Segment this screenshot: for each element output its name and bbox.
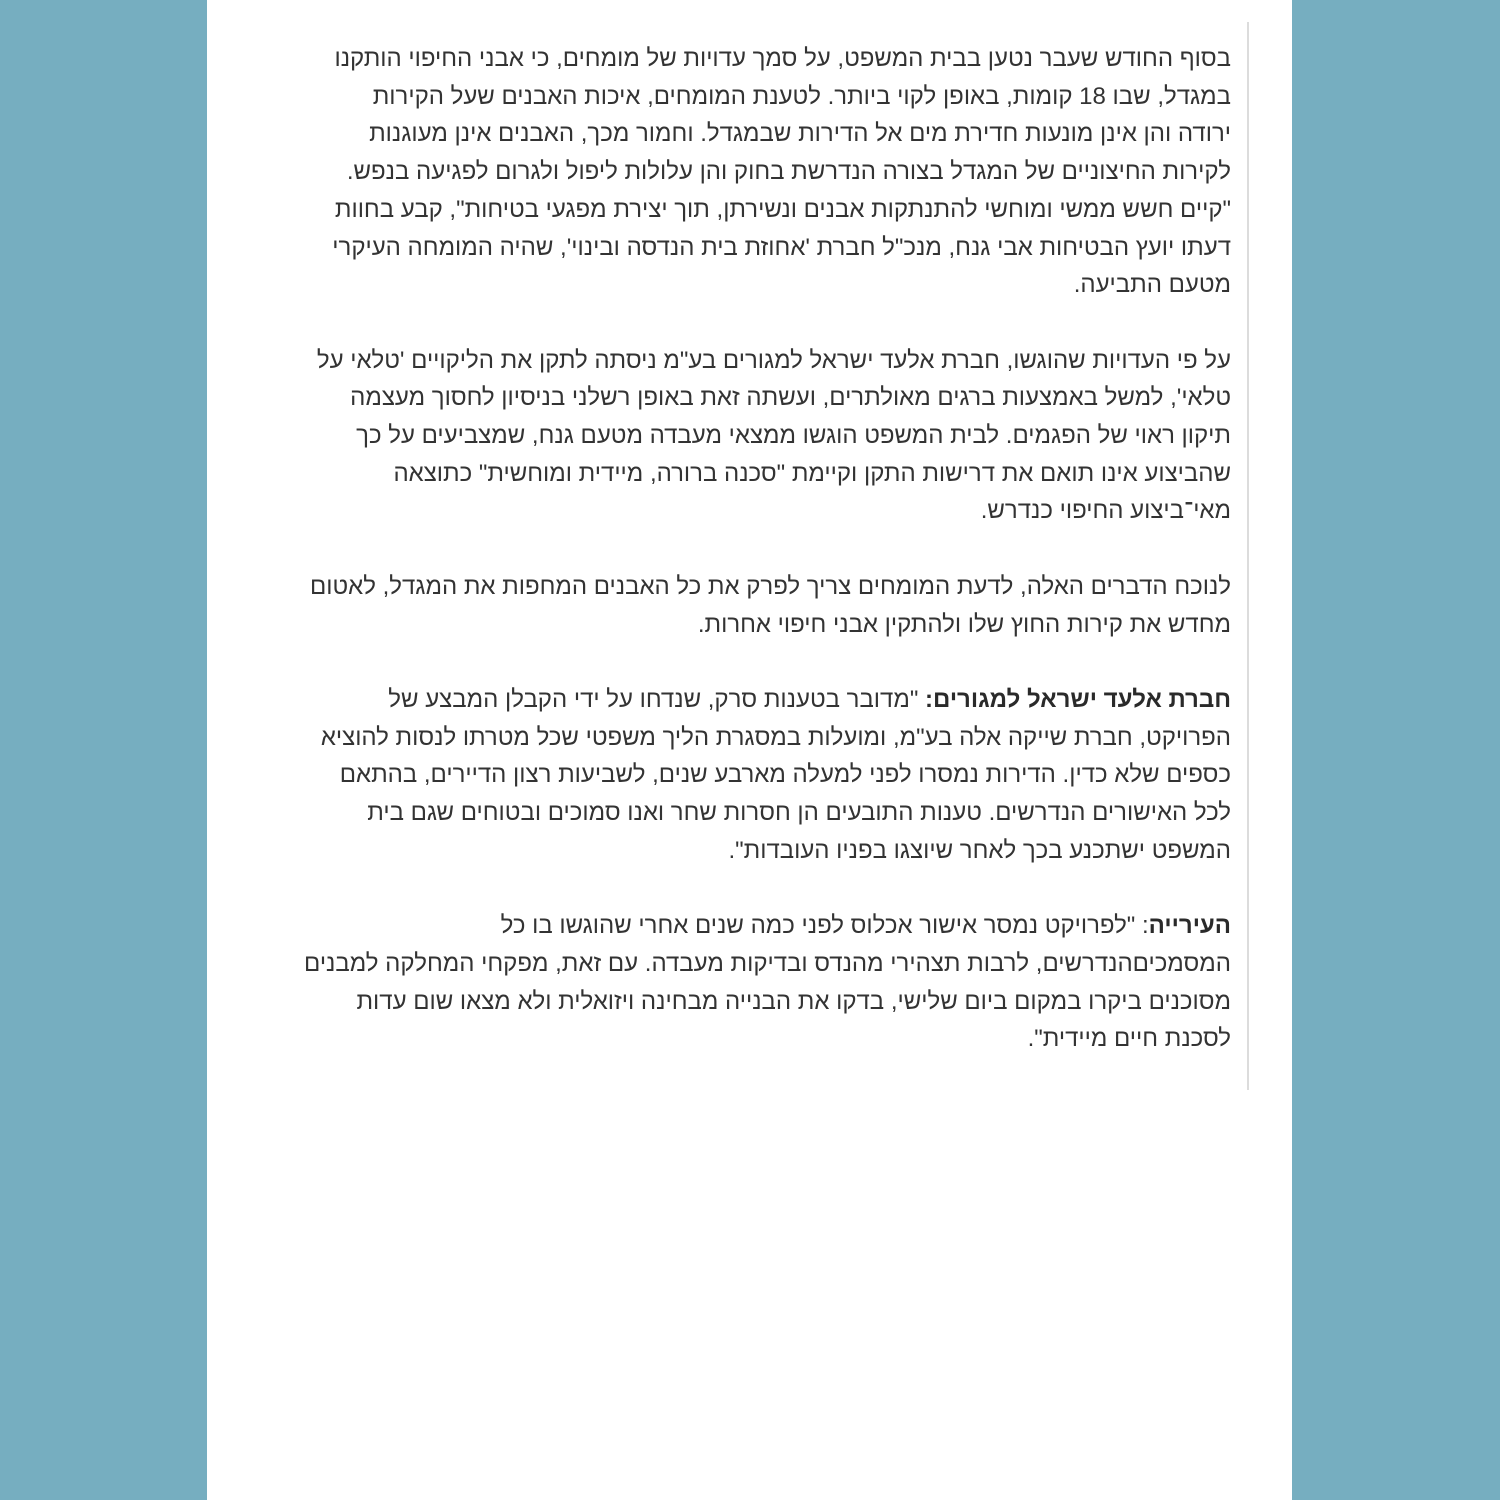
article-page bbox=[207, 0, 1292, 1500]
municipality-speaker-label: העירייה bbox=[1148, 912, 1231, 940]
company-response-text: "מדובר בטענות סרק, שנדחו על ידי הקבלן המבצע של הפרויקט, חברת שייקה אלה בע"מ, ומועלות במסגרת הליך משפטי שכל מטרתו לנסות להוציא כספים שלא כדין. הדירות נמסרו לפני למעלה מארבע שנים, לשביעות רצון הדיירים, בהתאם לכל האישורים הנדרשים. טענות התובעים הן חסרות שחר ואנו סמוכים ובטוחים שגם בית המשפט ישתכנע בכך לאחר שיוצגו בפניו העובדות". bbox=[320, 685, 1231, 864]
article-paragraph-court-claim: בסוף החודש שעבר נטען בבית המשפט, על סמך עדויות של מומחים, כי אבני החיפוי הותקנו במגדל, שבו 18 קומות, באופן לקוי ביותר. לטענת המומחים, איכות האבנים שעל הקירות ירודה והן אינן מונעות חדירת מים אל הדירות שבמגדל. וחמור מכך, האבנים אינן מעוגנות לקירות החיצוניים של המגדל בצורה הנדרשת בחוק והן עלולות ליפול ולגרום לפגיעה בנפש. "קיים חשש ממשי ומוחשי להתנתקות אבנים ונשירתן, תוך יצירת מפגעי בטיחות", קבע בחוות דעתו יועץ הבטיחות אבי גנח, מנכ"ל חברת 'אחוזת בית הנדסה ובינוי', שהיה המומחה העיקרי מטעם התביעה. bbox=[332, 45, 1231, 299]
company-speaker-label: חברת אלעד ישראל למגורים: bbox=[925, 685, 1231, 713]
article-paragraph-municipality-response bbox=[301, 907, 1231, 1058]
article-body bbox=[281, 40, 1231, 1096]
article-paragraph-testimonies: על פי העדויות שהוגשו, חברת אלעד ישראל למגורים בע"מ ניסתה לתקן את הליקויים 'טלאי על טלאי', למשל באמצעות ברגים מאולתרים, ועשתה זאת באופן רשלני בניסיון לחסוך מעצמה תיקון ראוי של הפגמים. לבית המשפט הוגשו ממצאי מעבדה מטעם גנח, שמצביעים על כך שהביצוע אינו תואם את דרישות התקן וקיימת "סכנה ברורה, מיידית ומוחשית" כתוצאה מאי־ביצוע החיפוי כנדרש. bbox=[316, 346, 1231, 525]
article-paragraph-company-response bbox=[301, 681, 1231, 870]
article-paragraph-experts-recommendation: לנוכח הדברים האלה, לדעת המומחים צריך לפרק את כל האבנים המחפות את המגדל, לאטום מחדש את קירות החוץ שלו ולהתקין אבני חיפוי אחרות. bbox=[309, 572, 1231, 638]
vertical-divider bbox=[1247, 22, 1249, 1090]
municipality-response-text: : "לפרויקט נמסר אישור אכלוס לפני כמה שנים אחרי שהוגשו בו כל המסמכיםהנדרשים, לרבות תצהירי מהנדס ובדיקות מעבדה. עם זאת, מפקחי המחלקה למבנים מסוכנים ביקרו במקום ביום שלישי, בדקו את הבנייה מבחינה ויזואלית ולא מצאו שום עדות לסכנת חיים מיידית". bbox=[304, 912, 1231, 1053]
